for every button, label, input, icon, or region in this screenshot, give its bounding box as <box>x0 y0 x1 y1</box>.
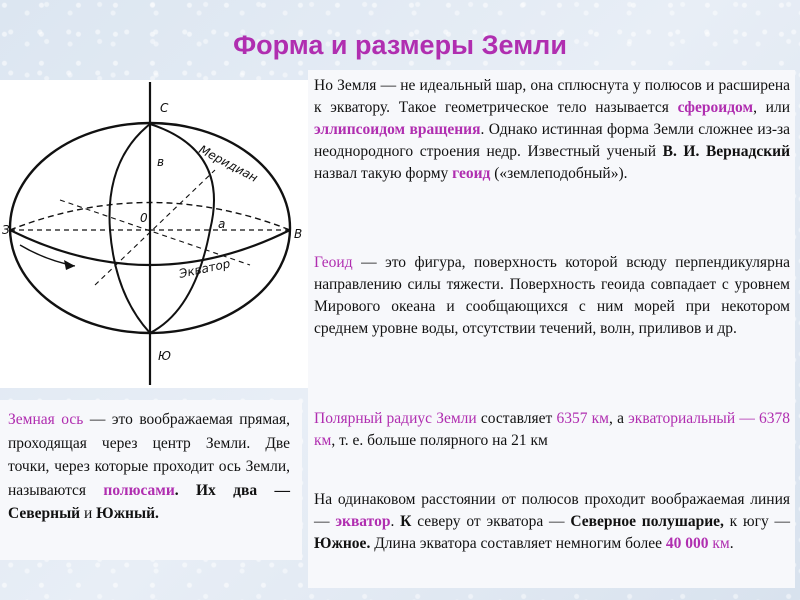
label-a: а <box>218 217 226 231</box>
term-spheroid: сфероидом <box>677 99 754 116</box>
left-text-3: и <box>80 505 97 523</box>
p4-text-5: Длина экватора составляет немногим более <box>370 535 666 552</box>
p1-text-4: назвал такую форму <box>314 165 453 182</box>
meridian-back <box>110 124 151 333</box>
left-bold-1: . Их два — Северный <box>8 481 290 523</box>
p3-text-1: составляет <box>476 410 557 427</box>
equatorial-radius-value: экваториальный — 6378 км <box>314 410 791 449</box>
p3-text-2: , а <box>609 410 629 427</box>
paragraph-equator <box>314 489 790 555</box>
p1-text-1: Но Земля — не идеальный шар, она сплюснута у полюсов и расширена к экватору. Такое геометрическое тело называется <box>314 77 790 116</box>
paragraph-shape <box>314 75 790 185</box>
scientist-name: В. И. Вернадский <box>662 143 790 160</box>
p4-bold-1: К <box>400 513 412 530</box>
paragraph-radius <box>314 408 790 452</box>
label-b: в <box>157 155 165 169</box>
paragraph-axis <box>8 408 290 526</box>
p1-text-5: («землеподобный»). <box>490 165 628 182</box>
label-east: В <box>294 227 303 241</box>
page-title: Форма и размеры Земли <box>233 30 567 60</box>
ellipsoid-svg <box>0 80 308 388</box>
earth-ellipsoid-diagram <box>0 80 308 388</box>
southern-hemisphere: Южное. <box>314 535 371 552</box>
p1-text-3: . Однако истинная форма Земли сложнее из-за неоднородного строения недр. Известный ученый <box>314 121 790 160</box>
p4-text-3: северу от экватора — <box>411 513 571 530</box>
term-geoid: геоид <box>452 165 491 182</box>
label-center: 0 <box>140 211 148 225</box>
p4-text-4: к югу — <box>723 513 791 530</box>
equator-term: экватор <box>335 513 391 530</box>
p1-text-2: , или <box>753 99 791 116</box>
p4-text-7: . <box>729 535 734 552</box>
equator-length-unit: км <box>712 535 730 552</box>
paragraph-geoid <box>314 252 790 340</box>
term-ellipsoid: эллипсоидом вращения <box>314 121 481 138</box>
label-west: З <box>2 223 10 237</box>
p4-text-2: . <box>390 513 401 530</box>
geoid-term: Геоид <box>314 254 353 271</box>
left-bold-2: Южный. <box>96 505 159 523</box>
label-south: Ю <box>158 349 171 363</box>
label-equator: Экватор <box>177 256 232 281</box>
axis-term-1: Земная <box>8 411 55 428</box>
axis-term-2: ось <box>61 411 84 428</box>
p4-text-1: На одинаковом расстоянии от полюсов проходит воображаемая линия — <box>314 491 790 530</box>
p2-text: — это фигура, поверхность которой всюду перпендикулярна направлению силы тяжести. Поверхность геоида совпадает с уровнем Мирового океана и сообщающихся с ним морей при некотором среднем уровне воды, отсутствии течений, волн, приливов и др. <box>314 254 790 337</box>
polar-radius-term: Полярный радиус Земли <box>314 410 477 427</box>
northern-hemisphere: Северное полушарие, <box>570 513 724 530</box>
polar-radius-value: 6357 км <box>556 410 609 427</box>
poles-term: полюсами <box>103 481 175 499</box>
p3-text-3: , т. е. больше полярного на 21 км <box>331 432 548 449</box>
label-meridian: Меридиан <box>196 142 261 185</box>
label-north: С <box>160 101 169 115</box>
equator-length-value: 40 000 <box>665 535 709 552</box>
left-text-2: — это воображаемая прямая, проходящая через центр Земли. Две точки, через которые проходит ось Земли, называются <box>8 411 290 499</box>
